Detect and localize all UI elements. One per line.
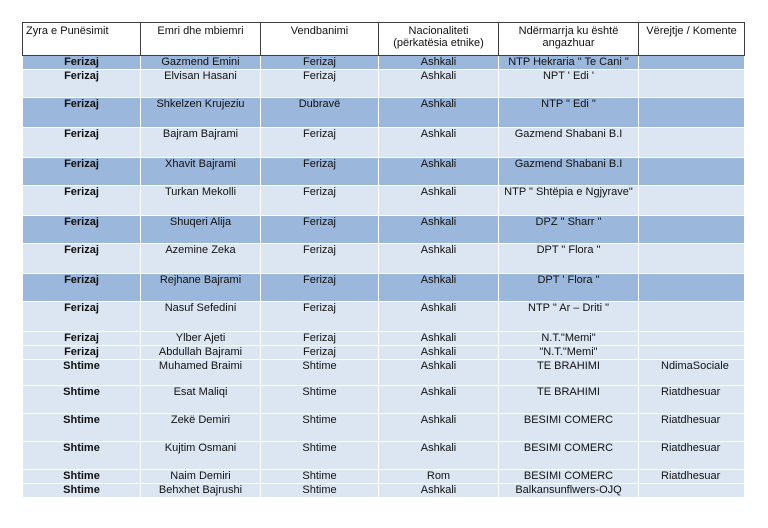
residence-cell: Ferizaj [261, 128, 379, 158]
residence-cell: Ferizaj [261, 56, 379, 70]
nationality-cell: Ashkali [379, 186, 499, 216]
table-row [23, 98, 745, 128]
header-company: Ndërmarrja ku është angazhuar [499, 23, 639, 56]
name-cell: Xhavit Bajrami [141, 158, 261, 186]
name-cell: Ylber Ajeti [141, 332, 261, 346]
nationality-cell: Ashkali [379, 56, 499, 70]
table-row [23, 244, 745, 274]
residence-cell: Shtime [261, 442, 379, 470]
name-cell: Gazmend Emini [141, 56, 261, 70]
header-residence: Vendbanimi [261, 23, 379, 56]
table-row [23, 70, 745, 98]
name-cell: Rejhane Bajrami [141, 274, 261, 302]
company-cell: BESIMI COMERC [499, 442, 639, 470]
company-cell: NTP " Edi " [499, 98, 639, 128]
table-row [23, 56, 745, 70]
residence-cell: Shtime [261, 386, 379, 414]
comment-cell [639, 56, 745, 70]
table-row [23, 128, 745, 158]
header-comments: Vërejtje / Komente [639, 23, 745, 56]
header-nationality: Nacionaliteti (përkatësia etnike) [379, 23, 499, 56]
company-cell: TE BRAHIMI [499, 386, 639, 414]
residence-cell: Shtime [261, 484, 379, 498]
name-cell: Behxhet Bajrushi [141, 484, 261, 498]
comment-cell [639, 346, 745, 360]
company-cell: NTP " Shtëpia e Ngjyrave" [499, 186, 639, 216]
office-cell: Ferizaj [23, 128, 141, 158]
residence-cell: Ferizaj [261, 346, 379, 360]
name-cell: Kujtim Osmani [141, 442, 261, 470]
residence-cell: Ferizaj [261, 158, 379, 186]
name-cell: Zekë Demiri [141, 414, 261, 442]
company-cell: DPZ " Sharr " [499, 216, 639, 244]
table-row [23, 274, 745, 302]
comment-cell [639, 274, 745, 302]
residence-cell: Ferizaj [261, 274, 379, 302]
table-row [23, 216, 745, 244]
office-cell: Ferizaj [23, 56, 141, 70]
nationality-cell: Ashkali [379, 332, 499, 346]
nationality-cell: Ashkali [379, 302, 499, 332]
residence-cell: Ferizaj [261, 70, 379, 98]
company-cell: Balkansunflwers-OJQ [499, 484, 639, 498]
company-cell: NTP " Ar – Driti " [499, 302, 639, 332]
table-row [23, 346, 745, 360]
nationality-cell: Ashkali [379, 158, 499, 186]
table-row [23, 302, 745, 332]
office-cell: Shtime [23, 386, 141, 414]
comment-cell [639, 128, 745, 158]
comment-cell: Riatdhesuar [639, 414, 745, 442]
name-cell: Shkelzen Krujeziu [141, 98, 261, 128]
name-cell: Azemine Zeka [141, 244, 261, 274]
nationality-cell: Ashkali [379, 414, 499, 442]
company-cell: BESIMI COMERC [499, 414, 639, 442]
office-cell: Ferizaj [23, 70, 141, 98]
office-cell: Ferizaj [23, 216, 141, 244]
company-cell: NTP Hekraria " Te Cani " [499, 56, 639, 70]
residence-cell: Ferizaj [261, 332, 379, 346]
table-row [23, 470, 745, 484]
nationality-cell: Ashkali [379, 442, 499, 470]
nationality-cell: Ashkali [379, 346, 499, 360]
comment-cell [639, 484, 745, 498]
nationality-cell: Ashkali [379, 360, 499, 386]
nationality-cell: Ashkali [379, 274, 499, 302]
company-cell: NPT ' Edi ' [499, 70, 639, 98]
comment-cell: NdimaSociale [639, 360, 745, 386]
comment-cell [639, 244, 745, 274]
residence-cell: Shtime [261, 470, 379, 484]
company-cell: BESIMI COMERC [499, 470, 639, 484]
comment-cell [639, 158, 745, 186]
office-cell: Ferizaj [23, 244, 141, 274]
table-row [23, 484, 745, 498]
comment-cell [639, 70, 745, 98]
nationality-cell: Ashkali [379, 98, 499, 128]
comment-cell [639, 332, 745, 346]
nationality-cell: Ashkali [379, 484, 499, 498]
office-cell: Ferizaj [23, 346, 141, 360]
office-cell: Shtime [23, 442, 141, 470]
nationality-cell: Ashkali [379, 244, 499, 274]
office-cell: Ferizaj [23, 302, 141, 332]
office-cell: Shtime [23, 360, 141, 386]
comment-cell: Riatdhesuar [639, 470, 745, 484]
name-cell: Nasuf Sefedini [141, 302, 261, 332]
company-cell: TE BRAHIMI [499, 360, 639, 386]
table-row [23, 442, 745, 470]
company-cell: Gazmend Shabani B.I [499, 158, 639, 186]
office-cell: Ferizaj [23, 274, 141, 302]
office-cell: Shtime [23, 414, 141, 442]
name-cell: Turkan Mekolli [141, 186, 261, 216]
table-row [23, 386, 745, 414]
residence-cell: Dubravë [261, 98, 379, 128]
name-cell: Bajram Bajrami [141, 128, 261, 158]
table-body [23, 56, 745, 498]
office-cell: Ferizaj [23, 98, 141, 128]
residence-cell: Ferizaj [261, 216, 379, 244]
table-row [23, 360, 745, 386]
residence-cell: Ferizaj [261, 302, 379, 332]
company-cell: DPT ' Flora " [499, 274, 639, 302]
header-name-surname: Emri dhe mbiemri [141, 23, 261, 56]
nationality-cell: Ashkali [379, 128, 499, 158]
comment-cell [639, 98, 745, 128]
company-cell: "N.T."Memi" [499, 346, 639, 360]
residence-cell: Shtime [261, 414, 379, 442]
company-cell: N.T."Memi" [499, 332, 639, 346]
comment-cell [639, 186, 745, 216]
nationality-cell: Ashkali [379, 216, 499, 244]
office-cell: Ferizaj [23, 158, 141, 186]
table-row [23, 158, 745, 186]
residence-cell: Ferizaj [261, 186, 379, 216]
nationality-cell: Rom [379, 470, 499, 484]
table-row [23, 414, 745, 442]
nationality-cell: Ashkali [379, 386, 499, 414]
name-cell: Naim Demiri [141, 470, 261, 484]
comment-cell: Riatdhesuar [639, 442, 745, 470]
name-cell: Esat Maliqi [141, 386, 261, 414]
residence-cell: Ferizaj [261, 244, 379, 274]
office-cell: Shtime [23, 484, 141, 498]
comment-cell [639, 216, 745, 244]
name-cell: Muhamed Braimi [141, 360, 261, 386]
company-cell: Gazmend Shabani B.I [499, 128, 639, 158]
name-cell: Elvisan Hasani [141, 70, 261, 98]
table-row [23, 332, 745, 346]
name-cell: Shuqeri Alija [141, 216, 261, 244]
comment-cell: Riatdhesuar [639, 386, 745, 414]
nationality-cell: Ashkali [379, 70, 499, 98]
office-cell: Ferizaj [23, 186, 141, 216]
name-cell: Abdullah Bajrami [141, 346, 261, 360]
residence-cell: Shtime [261, 360, 379, 386]
employment-table [22, 22, 745, 498]
office-cell: Shtime [23, 470, 141, 484]
comment-cell [639, 302, 745, 332]
company-cell: DPT " Flora " [499, 244, 639, 274]
office-cell: Ferizaj [23, 332, 141, 346]
header-row [23, 23, 745, 56]
table-row [23, 186, 745, 216]
header-employment-office: Zyra e Punësimit [23, 23, 141, 56]
